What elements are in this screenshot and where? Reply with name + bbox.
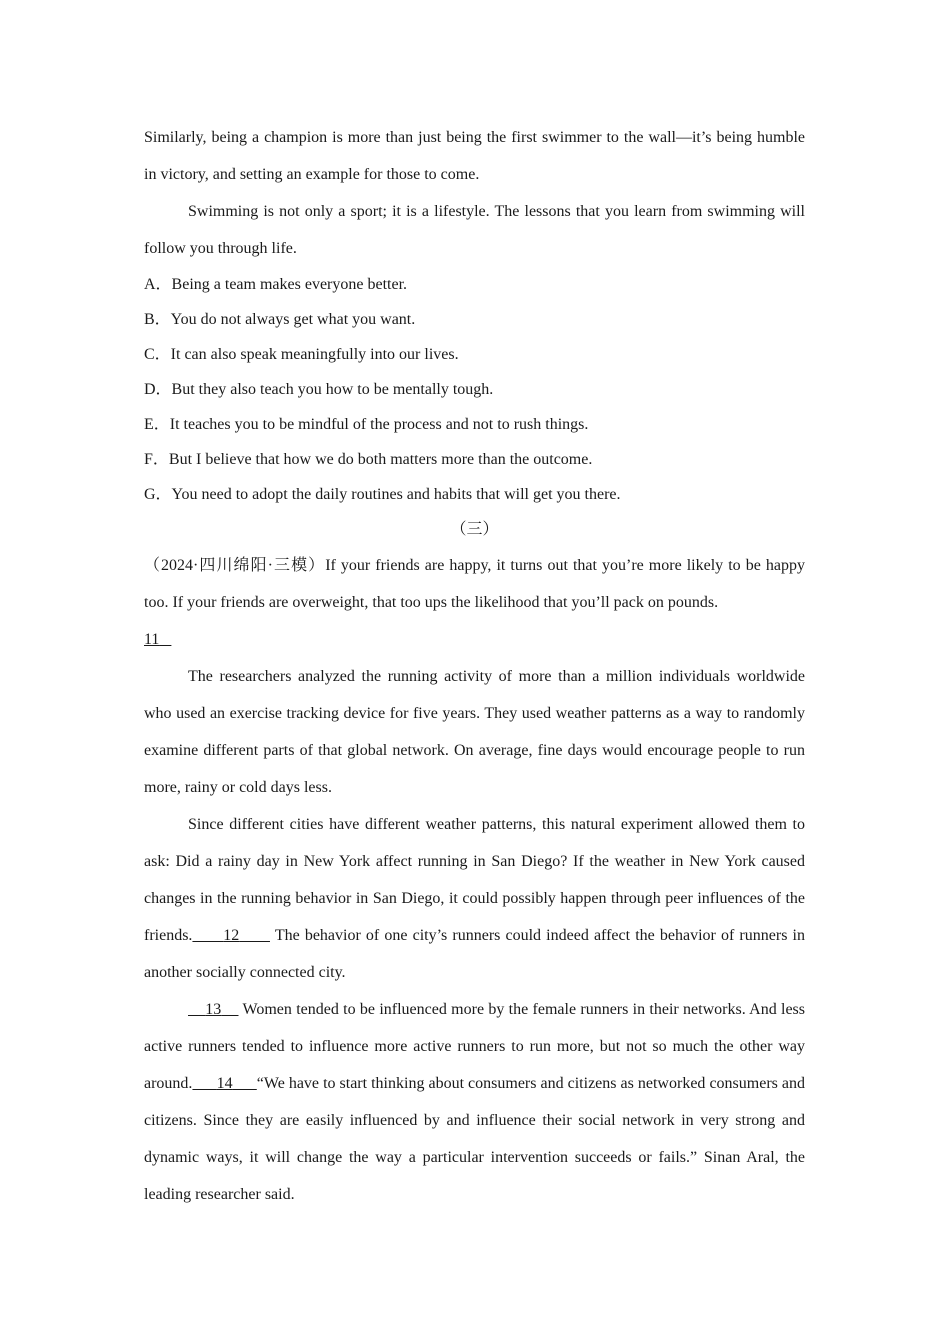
intro-text: If your friends are happy, it turns out that you’re more likely to be happy too. If your friends are overweight, that too ups the likelihood that you’ll pack on pounds. [144, 557, 805, 611]
paragraph-women-runners: 13 Women tended to be influenced more by the female runners in their networks. And less active runners tended to influence more active runners to run more, but not so much the other way around. 14 “We have to start thinking about consumers and citizens as networked consumers and citizens. Since they are easily influenced by and influence their social network in very strong and dynamic ways, it will change the way a particular intervention succeeds or fails.” Sinan Aral, the leading researcher said. [144, 1001, 806, 1203]
section-heading: （三） [450, 521, 499, 538]
blank-11: 11 [144, 631, 160, 648]
blank-12: 12 [223, 927, 240, 944]
document-content [144, 119, 805, 1213]
option-e: E．It teaches you to be mindful of the process and not to rush things. [144, 416, 589, 433]
blank-13: 13 [205, 1001, 222, 1018]
blank-14: 14 [216, 1075, 233, 1092]
source-label: （2024·四川绵阳·三模） [144, 557, 326, 574]
option-a: A．Being a team makes everyone better. [144, 276, 408, 293]
passage-intro [144, 547, 805, 658]
paragraph-researchers: The researchers analyzed the running activity of more than a million individuals worldwide who used an exercise tracking device for five years. They used weather patterns as a way to randomly examine different parts of that global network. On average, fine days would encourage people to run more, rainy or cold days less. [144, 668, 805, 796]
option-g: G．You need to adopt the daily routines and habits that will get you there. [144, 486, 621, 503]
option-d: D．But they also teach you how to be mentally tough. [144, 381, 494, 398]
option-b: B．You do not always get what you want. [144, 311, 416, 328]
option-f: F．But I believe that how we do both matters more than the outcome. [144, 451, 593, 468]
paragraph-similarly: Similarly, being a champion is more than just being the first swimmer to the wall—it’s being humble in victory, and setting an example for those to come. [144, 129, 805, 183]
paragraph-weather-patterns: Since different cities have different weather patterns, this natural experiment allowed them to ask: Did a rainy day in New York affect running in San Diego? If the weather in New York caused changes in the running behavior in San Diego, it could possibly happen through peer influences of the friends. 12 The behavior of one city’s runners could indeed affect the behavior of runners in another socially connected city. [144, 816, 805, 981]
paragraph-swimming-lifestyle: Swimming is not only a sport; it is a lifestyle. The lessons that you learn from swimming will follow you through life. [144, 203, 805, 257]
option-c: C．It can also speak meaningfully into our lives. [144, 346, 459, 363]
